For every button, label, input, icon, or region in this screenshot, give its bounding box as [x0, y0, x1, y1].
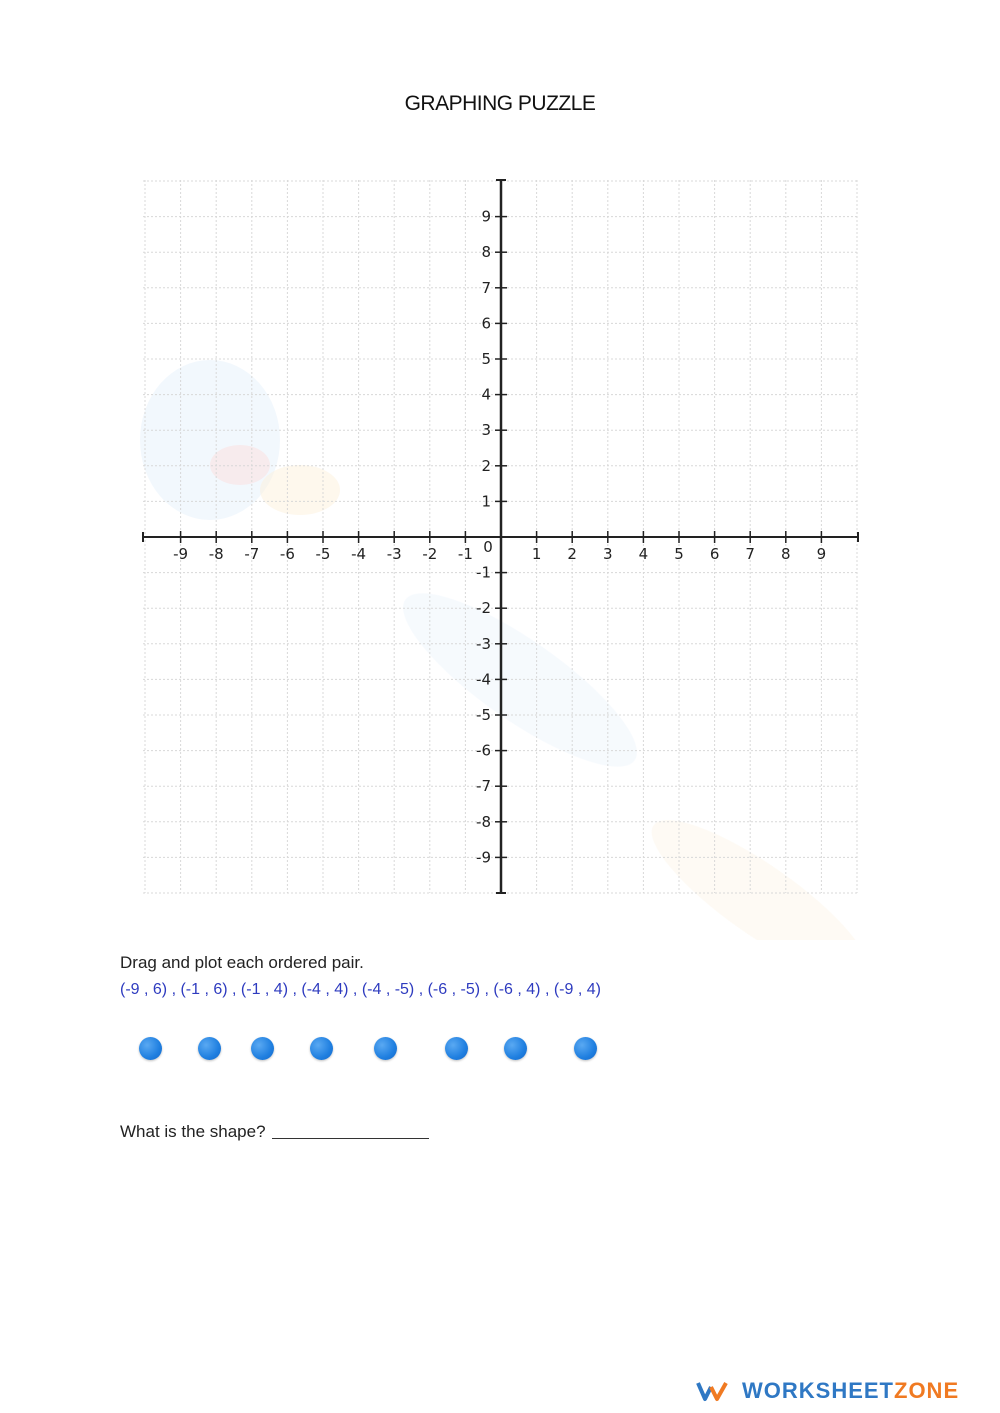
y-tick-label: 3 — [481, 421, 491, 440]
question-text: What is the shape? — [120, 1122, 266, 1141]
brand-logo — [694, 1378, 959, 1404]
y-tick-label: 5 — [481, 350, 491, 368]
y-tick-label: 4 — [481, 385, 491, 404]
draggable-point[interactable] — [504, 1037, 527, 1060]
ordered-pairs-list: (-9 , 6) , (-1 , 6) , (-1 , 4) , (-4 , 4) , (-4 , -5) , (-6 , -5) , (-6 , 4) , (-9 , 4) — [120, 981, 601, 998]
worksheetzone-logo-icon — [694, 1378, 732, 1404]
x-tick-label: 1 — [531, 545, 542, 563]
worksheet-title: GRAPHING PUZZLE — [404, 92, 596, 115]
x-tick-label: -7 — [244, 545, 260, 563]
brand-name-part1: WORKSHEET — [742, 1378, 894, 1403]
x-tick-label: -6 — [279, 545, 295, 563]
origin-label: 0 — [483, 538, 493, 556]
y-tick-label: -5 — [476, 706, 491, 724]
y-tick-label: 1 — [481, 492, 491, 511]
x-tick-label: 5 — [674, 545, 684, 563]
draggable-point[interactable] — [198, 1037, 221, 1060]
x-tick-label: -8 — [208, 545, 224, 563]
x-tick-label: -5 — [315, 545, 331, 563]
y-tick-label: -1 — [476, 563, 491, 582]
brand-name-part2: ZONE — [894, 1378, 960, 1403]
x-tick-label: -2 — [422, 545, 438, 563]
x-tick-label: 2 — [567, 545, 577, 563]
x-tick-label: -1 — [457, 545, 473, 563]
x-tick-label: 8 — [781, 545, 791, 563]
y-tick-label: 9 — [481, 207, 491, 226]
x-tick-label: -3 — [386, 545, 402, 563]
y-tick-label: 8 — [481, 243, 491, 262]
x-tick-label: 6 — [709, 545, 720, 563]
y-tick-label: -4 — [476, 670, 491, 689]
draggable-point[interactable] — [374, 1037, 397, 1060]
y-tick-label: -8 — [476, 812, 491, 831]
y-tick-label: 6 — [481, 314, 491, 333]
y-tick-label: -7 — [476, 777, 491, 796]
draggable-point[interactable] — [310, 1037, 333, 1060]
answer-blank[interactable] — [272, 1138, 429, 1139]
y-tick-label: -2 — [476, 599, 491, 618]
brand-name — [742, 1378, 959, 1404]
x-tick-label: -4 — [351, 545, 367, 563]
y-tick-label: -9 — [476, 848, 491, 867]
instruction-text: Drag and plot each ordered pair. — [120, 953, 364, 972]
y-tick-label: -3 — [476, 634, 491, 653]
x-tick-label: 7 — [745, 545, 755, 563]
x-tick-label: 4 — [638, 545, 649, 563]
y-tick-label: 7 — [481, 278, 491, 297]
y-tick-label: -6 — [476, 741, 491, 760]
draggable-point[interactable] — [445, 1037, 468, 1060]
draggable-point[interactable] — [251, 1037, 274, 1060]
x-tick-label: 9 — [816, 545, 827, 563]
draggable-point[interactable] — [574, 1037, 597, 1060]
draggable-point[interactable] — [139, 1037, 162, 1060]
x-tick-label: 3 — [603, 545, 613, 563]
y-tick-label: 2 — [481, 456, 491, 475]
x-tick-label: -9 — [173, 545, 189, 563]
